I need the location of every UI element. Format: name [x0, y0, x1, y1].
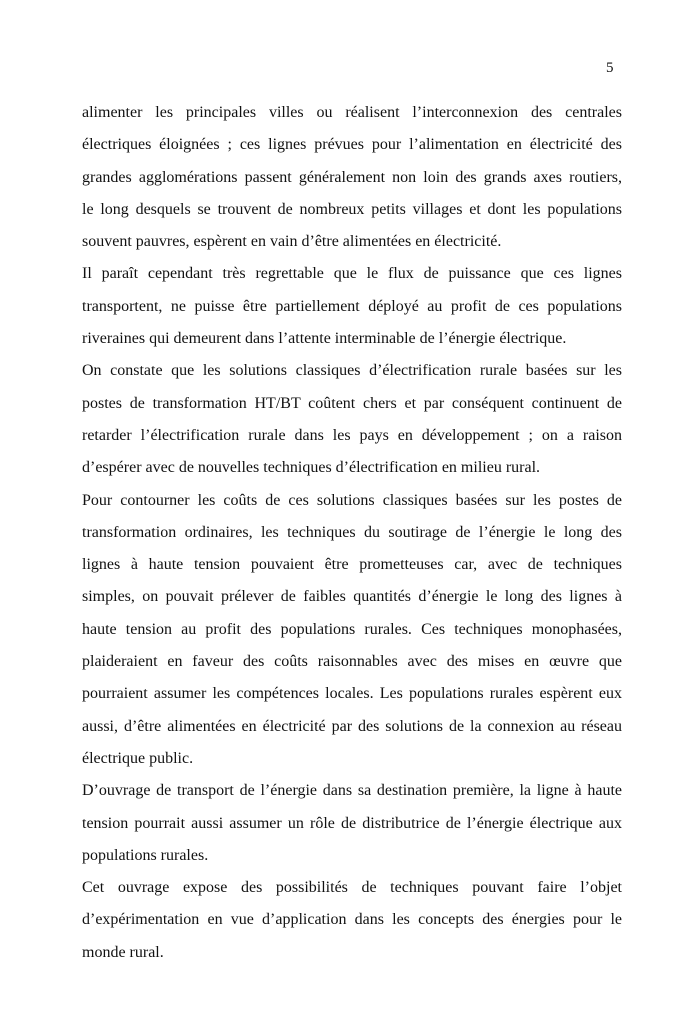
page-number: 5 [606, 60, 614, 76]
text-line: d’espérer avec de nouvelles techniques d’électrification en milieu rural. [82, 459, 541, 477]
text-line: transportent, ne puisse être partiellement déployé au profit de ces populations [82, 297, 622, 315]
text-line: lignes à haute tension pouvaient être prometteuses car, avec de techniques [82, 556, 622, 574]
document-body [82, 97, 622, 969]
text-line: haute tension au profit des populations rurales. Ces techniques monophasées, [82, 620, 622, 638]
text-line: postes de transformation HT/BT coûtent chers et par conséquent continuent de [82, 394, 622, 412]
text-line: électriques éloignées ; ces lignes prévues pour l’alimentation en électricité des [82, 136, 622, 154]
text-line: grandes agglomérations passent généralement non loin des grands axes routiers, [82, 168, 622, 186]
text-line: le long desquels se trouvent de nombreux petits villages et dont les populations [82, 200, 622, 218]
paragraph [82, 258, 622, 355]
text-line: monde rural. [82, 943, 164, 961]
text-line: simples, on pouvait prélever de faibles quantités d’énergie le long des lignes à [82, 588, 622, 606]
text-line: Cet ouvrage expose des possibilités de techniques pouvant faire l’objet [82, 879, 622, 897]
text-line: Pour contourner les coûts de ces solutions classiques basées sur les postes de [82, 491, 622, 509]
text-line: Il paraît cependant très regrettable que le flux de puissance que ces lignes [82, 265, 622, 283]
text-line: alimenter les principales villes ou réalisent l’interconnexion des centrales [82, 104, 622, 121]
paragraph [82, 97, 622, 258]
text-line: électrique public. [82, 749, 194, 767]
paragraph [82, 355, 622, 484]
paragraph [82, 485, 622, 776]
text-line: aussi, d’être alimentées en électricité par des solutions de la connexion au réseau [82, 717, 622, 735]
text-line: transformation ordinaires, les techniques du soutirage de l’énergie le long des [82, 523, 622, 541]
paragraph [82, 872, 622, 969]
text-line: populations rurales. [82, 846, 209, 864]
text-line: d’expérimentation en vue d’application dans les concepts des énergies pour le [82, 911, 622, 929]
text-line: plaideraient en faveur des coûts raisonnables avec des mises en œuvre que [82, 653, 622, 671]
text-line: tension pourrait aussi assumer un rôle de distributrice de l’énergie électrique aux [82, 814, 622, 832]
paragraph [82, 775, 622, 872]
text-line: D’ouvrage de transport de l’énergie dans sa destination première, la ligne à haute [82, 782, 622, 800]
text-line: pourraient assumer les compétences locales. Les populations rurales espèrent eux [82, 685, 622, 703]
text-line: riveraines qui demeurent dans l’attente interminable de l’énergie électrique. [82, 330, 567, 348]
text-line: souvent pauvres, espèrent en vain d’être alimentées en électricité. [82, 233, 502, 251]
text-line: retarder l’électrification rurale dans les pays en développement ; on a raison [82, 426, 622, 444]
text-line: On constate que les solutions classiques d’électrification rurale basées sur les [82, 362, 622, 380]
